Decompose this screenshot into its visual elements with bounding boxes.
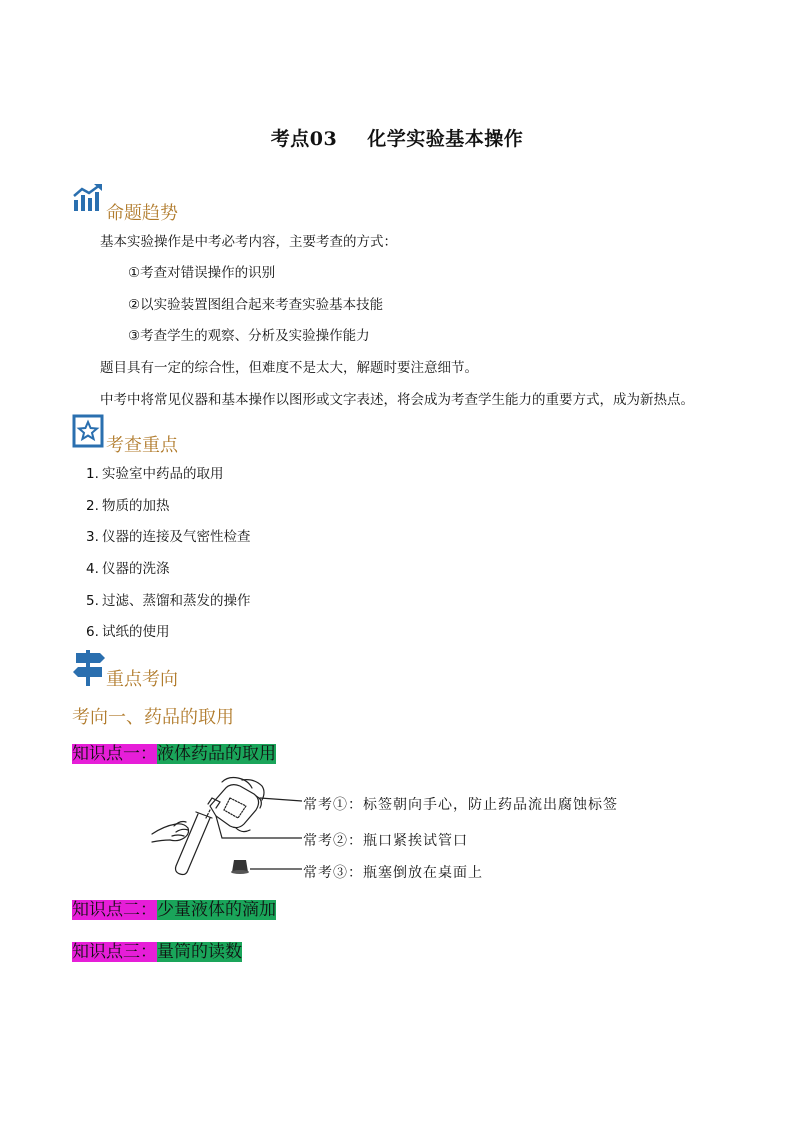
star-document-icon bbox=[72, 414, 106, 448]
trend-intro: 基本实验操作是中考必考内容，主要考查的方式： bbox=[100, 234, 397, 250]
pouring-liquid-illustration bbox=[150, 776, 302, 880]
title-code: 考点03 bbox=[270, 128, 338, 150]
common-test-note: 常考①：标签朝向手心，防止药品流出腐蚀标签 bbox=[303, 797, 618, 813]
focus-item bbox=[86, 559, 170, 579]
focus-item-text: 试纸的使用 bbox=[102, 624, 170, 640]
focus-item bbox=[86, 622, 170, 642]
trend-item: ②以实验装置图组合起来考查实验基本技能 bbox=[128, 297, 384, 313]
focus-item bbox=[86, 527, 251, 547]
page-title bbox=[0, 124, 794, 151]
focus-item-num: 3. bbox=[86, 529, 99, 545]
focus-item bbox=[86, 591, 251, 611]
knowledge-point-2: 知识点二：少量液体的滴加 bbox=[72, 900, 276, 920]
focus-item-text: 过滤、蒸馏和蒸发的操作 bbox=[102, 593, 251, 609]
trend-item: ③考查学生的观察、分析及实验操作能力 bbox=[128, 328, 370, 344]
common-test-note: 常考②：瓶口紧挨试管口 bbox=[303, 833, 468, 849]
knowledge-point-3: 知识点三：量筒的读数 bbox=[72, 942, 242, 962]
kp-tag: 知识点三 bbox=[72, 942, 140, 962]
focus-item-num: 6. bbox=[86, 624, 99, 640]
knowledge-point-1: 知识点一：液体药品的取用 bbox=[72, 744, 276, 764]
signpost-icon bbox=[72, 650, 106, 686]
kp-title: 液体药品的取用 bbox=[157, 744, 276, 764]
focus-item-num: 4. bbox=[86, 561, 99, 577]
trend-item: ①考查对错误操作的识别 bbox=[128, 265, 276, 281]
title-name: 化学实验基本操作 bbox=[367, 128, 524, 150]
section-heading-direction: 重点考向 bbox=[106, 669, 178, 690]
kp-tag: 知识点二 bbox=[72, 900, 140, 920]
kp-tag: 知识点一 bbox=[72, 744, 140, 764]
focus-item bbox=[86, 464, 224, 484]
trend-chart-icon bbox=[72, 184, 104, 212]
focus-item-text: 仪器的洗涤 bbox=[102, 561, 170, 577]
kp-title: 少量液体的滴加 bbox=[157, 900, 276, 920]
kp-title: 量筒的读数 bbox=[157, 942, 242, 962]
trend-paragraph: 中考中将常见仪器和基本操作以图形或文字表述，将会成为考查学生能力的重要方式，成为新热点。 bbox=[100, 392, 694, 408]
focus-item-num: 5. bbox=[86, 593, 99, 609]
common-test-note: 常考③：瓶塞倒放在桌面上 bbox=[303, 865, 483, 881]
section-heading-trend: 命题趋势 bbox=[106, 203, 178, 224]
direction-subheading: 考向一、药品的取用 bbox=[72, 707, 234, 728]
focus-item-text: 仪器的连接及气密性检查 bbox=[102, 529, 251, 545]
focus-item-num: 1. bbox=[86, 466, 99, 482]
focus-item-text: 物质的加热 bbox=[102, 498, 170, 514]
section-heading-focus: 考查重点 bbox=[106, 435, 178, 456]
focus-item-text: 实验室中药品的取用 bbox=[102, 466, 224, 482]
focus-item bbox=[86, 496, 170, 516]
trend-paragraph: 题目具有一定的综合性，但难度不是太大，解题时要注意细节。 bbox=[100, 360, 478, 376]
focus-item-num: 2. bbox=[86, 498, 99, 514]
